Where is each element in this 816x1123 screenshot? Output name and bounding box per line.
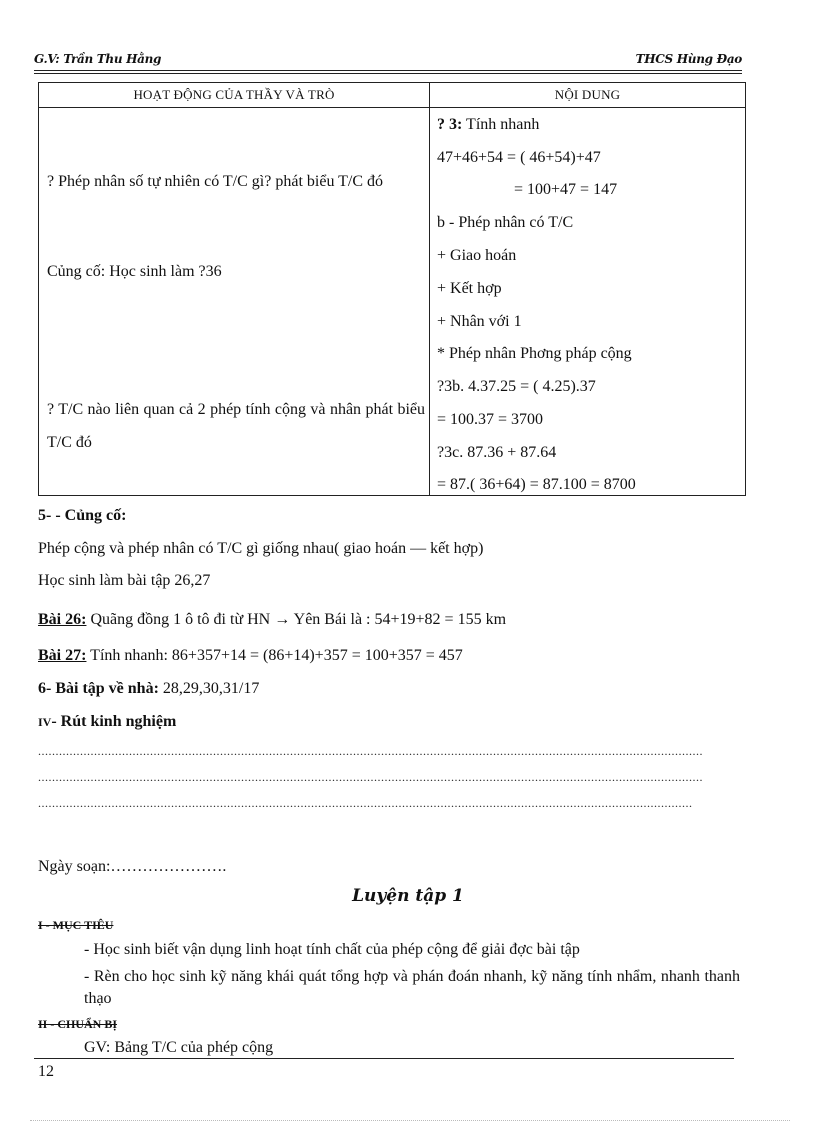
col-header-content: NỘI DUNG xyxy=(430,83,746,108)
content-cell xyxy=(430,108,746,496)
section-5-line: Học sinh làm bài tập 26,27 xyxy=(38,572,211,589)
header-rule xyxy=(34,70,742,71)
objective-item: - Học sinh biết vận dụng linh hoạt tính chất của phép cộng để giải đợc bài tập xyxy=(84,941,580,958)
exercise-27: Bài 27: Tính nhanh: 86+357+14 = (86+14)+357 = 100+357 = 457 xyxy=(38,647,463,664)
heading-preparation: II - CHUẨN BỊ xyxy=(38,1017,118,1031)
preparation-item: GV: Bảng T/C của phép cộng xyxy=(84,1039,274,1056)
lesson-table xyxy=(38,82,746,496)
content-line: + Nhân với 1 xyxy=(437,313,522,330)
question-multiplication-properties: ? Phép nhân số tự nhiên có T/C gì? phát biểu T/C đó xyxy=(47,173,384,190)
table-row xyxy=(39,108,746,496)
content-line: + Giao hoán xyxy=(437,247,517,264)
col-header-activities: HOẠT ĐỘNG CỦA THẦY VÀ TRÒ xyxy=(39,83,430,108)
header-school: THCS Hùng Đạo xyxy=(635,52,742,66)
content-line: = 87.( 36+64) = 87.100 = 8700 xyxy=(437,476,636,493)
exercise-26: Bài 26: Quãng đồng 1 ô tô đi từ HN → Yên Bái là : 54+19+82 = 155 km xyxy=(38,611,507,628)
consolidation-note: Củng cố: Học sinh làm ?36 xyxy=(47,263,222,280)
activities-cell xyxy=(39,108,430,496)
content-line: * Phép nhân Phơng pháp cộng xyxy=(437,345,632,362)
header-rule-secondary xyxy=(34,73,742,74)
blank-line: .............................................................................................................................................................................................. xyxy=(38,744,703,758)
blank-line: ........................................................................................................................................................................................... xyxy=(38,796,693,810)
heading-objectives: I - MỤC TIÊU xyxy=(38,918,114,932)
content-line: ? 3: Tính nhanh xyxy=(437,116,540,133)
page-number: 12 xyxy=(38,1063,54,1080)
content-line: ?3c. 87.36 + 87.64 xyxy=(437,444,557,461)
content-line: = 100+47 = 147 xyxy=(514,181,618,198)
content-line: + Kết hợp xyxy=(437,280,502,297)
section-5-title: 5- - Củng cố: xyxy=(38,507,127,524)
blank-line: .............................................................................................................................................................................................. xyxy=(38,770,703,784)
content-line: 47+46+54 = ( 46+54)+47 xyxy=(437,149,601,166)
page-edge xyxy=(30,1120,790,1121)
section-5-line: Phép cộng và phép nhân có T/C gì giống nhau( giao hoán — kết hợp) xyxy=(38,540,484,557)
question-distributive-property: ? T/C nào liên quan cả 2 phép tính cộng và nhân phát biểu T/C đó xyxy=(47,401,425,451)
header-teacher: G.V: Trần Thu Hằng xyxy=(34,52,162,66)
footer-rule xyxy=(34,1058,734,1059)
date-line: Ngày soạn:…………………. xyxy=(38,858,227,875)
content-line: = 100.37 = 3700 xyxy=(437,411,544,428)
lesson-title: Luyện tập 1 xyxy=(352,886,464,906)
objective-item: - Rèn cho học sinh kỹ năng khái quát tổng hợp và phán đoán nhanh, kỹ năng tính nhẩm, nhanh thanh thạo xyxy=(84,968,740,1007)
content-line: ?3b. 4.37.25 = ( 4.25).37 xyxy=(437,378,596,395)
table-header-row xyxy=(39,83,746,108)
section-4-title: IV- Rút kinh nghiệm xyxy=(38,713,177,730)
content-line: b - Phép nhân có T/C xyxy=(437,214,574,231)
homework: 6- Bài tập về nhà: 28,29,30,31/17 xyxy=(38,680,260,697)
